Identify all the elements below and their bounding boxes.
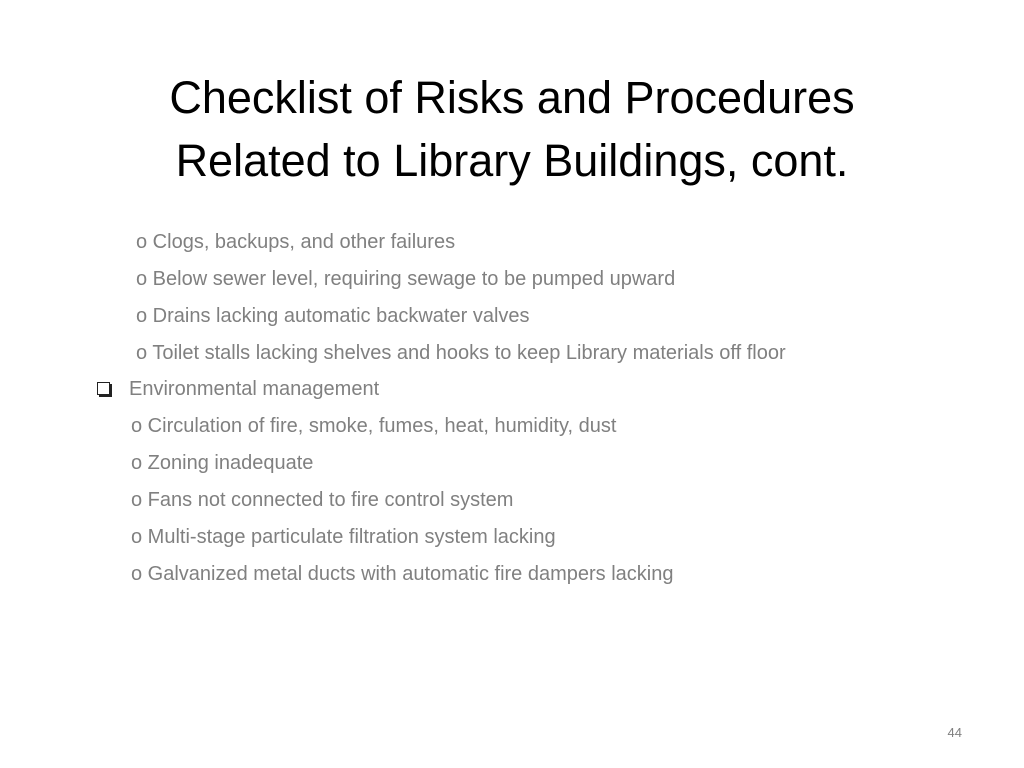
page-number: 44 [947, 725, 962, 740]
list-item: o Drains lacking automatic backwater valves [136, 305, 530, 327]
list-item: o Circulation of fire, smoke, fumes, heat, humidity, dust [131, 415, 617, 437]
list-item: o Clogs, backups, and other failures [136, 231, 456, 253]
section-heading-environmental-management: Environmental management [129, 378, 380, 400]
list-item: o Galvanized metal ducts with automatic fire dampers lacking [131, 563, 674, 585]
list-item: o Fans not connected to fire control system [131, 489, 514, 511]
list-item: o Multi-stage particulate filtration system lacking [131, 526, 556, 548]
list-item: o Zoning inadequate [131, 452, 314, 474]
checkbox-icon [97, 382, 110, 395]
list-item: o Toilet stalls lacking shelves and hooks to keep Library materials off floor [136, 342, 786, 364]
slide-title-line-2: Related to Library Buildings, cont. [175, 135, 849, 186]
slide-title-line-1: Checklist of Risks and Procedures [169, 72, 855, 123]
list-item: o Below sewer level, requiring sewage to be pumped upward [136, 268, 676, 290]
